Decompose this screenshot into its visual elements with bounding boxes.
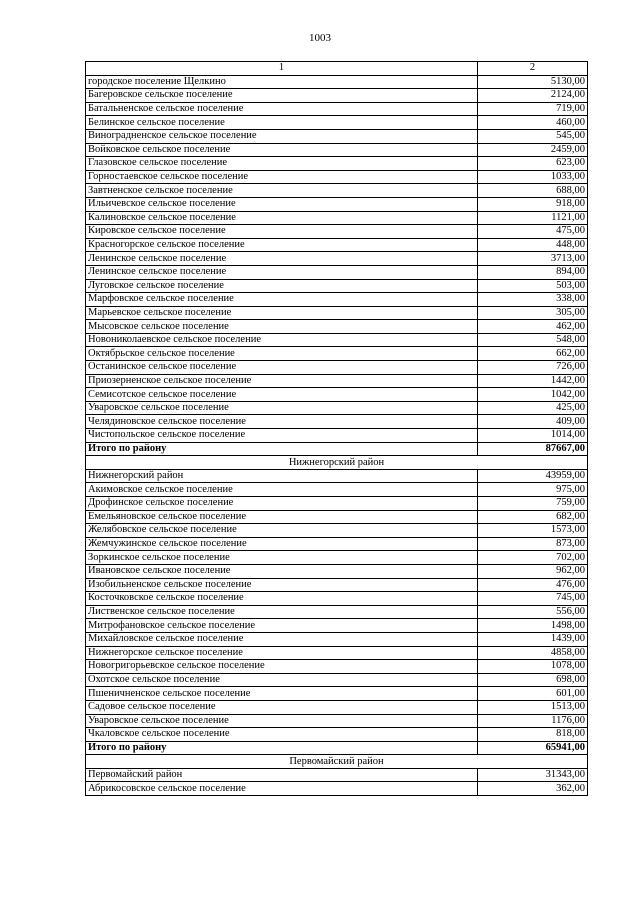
amount-value: 548,00: [478, 333, 588, 347]
amount-value: 719,00: [478, 102, 588, 116]
settlement-name: Ленинское сельское поселение: [86, 265, 478, 279]
amount-value: 338,00: [478, 293, 588, 307]
amount-value: 975,00: [478, 483, 588, 497]
table-header-row: [86, 62, 588, 76]
settlement-name: Изобильненское сельское поселение: [86, 578, 478, 592]
settlement-name: Мысовское сельское поселение: [86, 320, 478, 334]
amount-value: 662,00: [478, 347, 588, 361]
settlement-name: Кировское сельское поселение: [86, 225, 478, 239]
settlement-name: Ивановское сельское поселение: [86, 564, 478, 578]
section-header-row: [86, 755, 588, 769]
settlement-name: Дрофинское сельское поселение: [86, 497, 478, 511]
table-row: [86, 564, 588, 578]
settlement-name: Челядиновское сельское поселение: [86, 415, 478, 429]
settlement-name: Уваровское сельское поселение: [86, 401, 478, 415]
table-row: [86, 252, 588, 266]
amount-value: 545,00: [478, 129, 588, 143]
total-label: Итого по району: [86, 442, 478, 456]
settlement-name: Чкаловское сельское поселение: [86, 728, 478, 742]
amount-value: 31343,00: [478, 768, 588, 782]
amount-value: 1033,00: [478, 170, 588, 184]
settlement-name: городское поселение Щелкино: [86, 75, 478, 89]
settlement-name: Митрофановское сельское поселение: [86, 619, 478, 633]
settlement-name: Виноградненское сельское поселение: [86, 129, 478, 143]
table-row: [86, 102, 588, 116]
amount-value: 1176,00: [478, 714, 588, 728]
settlement-name: Уваровское сельское поселение: [86, 714, 478, 728]
amount-value: 873,00: [478, 537, 588, 551]
total-row: [86, 442, 588, 456]
settlement-name: Охотское сельское поселение: [86, 673, 478, 687]
table-row: [86, 660, 588, 674]
table-row: [86, 605, 588, 619]
settlement-name: Красногорское сельское поселение: [86, 238, 478, 252]
page-number: 1003: [309, 32, 331, 44]
table-row: [86, 143, 588, 157]
settlement-name: Первомайский район: [86, 768, 478, 782]
settlement-name: Михайловское сельское поселение: [86, 632, 478, 646]
table-row: [86, 469, 588, 483]
settlement-name: Жемчужинское сельское поселение: [86, 537, 478, 551]
settlement-name: Новогригорьевское сельское поселение: [86, 660, 478, 674]
table-row: [86, 700, 588, 714]
amount-value: 2459,00: [478, 143, 588, 157]
table-row: [86, 728, 588, 742]
table-row: [86, 524, 588, 538]
total-row: [86, 741, 588, 755]
table-row: [86, 646, 588, 660]
settlement-name: Абрикосовское сельское поселение: [86, 782, 478, 796]
amount-value: 556,00: [478, 605, 588, 619]
table-row: [86, 483, 588, 497]
amount-value: 476,00: [478, 578, 588, 592]
amount-value: 462,00: [478, 320, 588, 334]
table-row: [86, 374, 588, 388]
amount-value: 726,00: [478, 361, 588, 375]
settlement-name: Батальненское сельское поселение: [86, 102, 478, 116]
table-row: [86, 157, 588, 171]
table-row: [86, 184, 588, 198]
amount-value: 745,00: [478, 592, 588, 606]
amount-value: 1121,00: [478, 211, 588, 225]
settlement-name: Новониколаевское сельское поселение: [86, 333, 478, 347]
settlement-name: Марфовское сельское поселение: [86, 293, 478, 307]
amount-value: 1078,00: [478, 660, 588, 674]
table-row: [86, 361, 588, 375]
amount-value: 3713,00: [478, 252, 588, 266]
settlement-name: Останинское сельское поселение: [86, 361, 478, 375]
amount-value: 305,00: [478, 306, 588, 320]
table-row: [86, 197, 588, 211]
table-row: [86, 619, 588, 633]
table-row: [86, 238, 588, 252]
table-row: [86, 211, 588, 225]
amount-value: 460,00: [478, 116, 588, 130]
amount-value: 475,00: [478, 225, 588, 239]
amount-value: 1442,00: [478, 374, 588, 388]
settlement-name: Марьевское сельское поселение: [86, 306, 478, 320]
settlement-name: Глазовское сельское поселение: [86, 157, 478, 171]
amount-value: 702,00: [478, 551, 588, 565]
table-row: [86, 551, 588, 565]
section-title: Нижнегорский район: [86, 456, 588, 470]
amount-value: 698,00: [478, 673, 588, 687]
amount-value: 1439,00: [478, 632, 588, 646]
amount-value: 1042,00: [478, 388, 588, 402]
table-row: [86, 89, 588, 103]
amount-value: 409,00: [478, 415, 588, 429]
settlement-name: Емельяновское сельское поселение: [86, 510, 478, 524]
table-row: [86, 279, 588, 293]
amount-value: 5130,00: [478, 75, 588, 89]
amount-value: 623,00: [478, 157, 588, 171]
settlement-name: Белинское сельское поселение: [86, 116, 478, 130]
settlement-name: Пшеничненское сельское поселение: [86, 687, 478, 701]
settlement-name: Зоркинское сельское поселение: [86, 551, 478, 565]
settlement-name: Луговское сельское поселение: [86, 279, 478, 293]
table-row: [86, 537, 588, 551]
amount-value: 2124,00: [478, 89, 588, 103]
amount-value: 818,00: [478, 728, 588, 742]
amount-value: 682,00: [478, 510, 588, 524]
settlement-name: Приозерненское сельское поселение: [86, 374, 478, 388]
amount-value: 43959,00: [478, 469, 588, 483]
section-header-row: [86, 456, 588, 470]
amount-value: 601,00: [478, 687, 588, 701]
settlement-name: Ленинское сельское поселение: [86, 252, 478, 266]
amount-value: 759,00: [478, 497, 588, 511]
settlement-name: Войковское сельское поселение: [86, 143, 478, 157]
amount-value: 425,00: [478, 401, 588, 415]
amount-value: 448,00: [478, 238, 588, 252]
table-row: [86, 293, 588, 307]
amount-value: 362,00: [478, 782, 588, 796]
table-row: [86, 782, 588, 796]
table-row: [86, 75, 588, 89]
settlement-name: Семисотское сельское поселение: [86, 388, 478, 402]
table-row: [86, 632, 588, 646]
table-row: [86, 429, 588, 443]
amount-value: 918,00: [478, 197, 588, 211]
settlement-name: Желябовское сельское поселение: [86, 524, 478, 538]
settlement-name: Октябрьское сельское поселение: [86, 347, 478, 361]
table-row: [86, 510, 588, 524]
table-row: [86, 320, 588, 334]
table-row: [86, 170, 588, 184]
total-value: 87667,00: [478, 442, 588, 456]
amount-value: 4858,00: [478, 646, 588, 660]
settlement-name: Завтненское сельское поселение: [86, 184, 478, 198]
column-header-1: 1: [86, 62, 478, 76]
table-row: [86, 388, 588, 402]
table-row: [86, 578, 588, 592]
total-value: 65941,00: [478, 741, 588, 755]
table-row: [86, 673, 588, 687]
amount-value: 1014,00: [478, 429, 588, 443]
table-row: [86, 401, 588, 415]
allocation-table: [85, 61, 588, 796]
amount-value: 1498,00: [478, 619, 588, 633]
settlement-name: Чистопольское сельское поселение: [86, 429, 478, 443]
table-row: [86, 714, 588, 728]
section-title: Первомайский район: [86, 755, 588, 769]
column-header-2: 2: [478, 62, 588, 76]
table-row: [86, 497, 588, 511]
table-row: [86, 129, 588, 143]
amount-value: 503,00: [478, 279, 588, 293]
table-body: [86, 75, 588, 795]
amount-value: 688,00: [478, 184, 588, 198]
table-row: [86, 333, 588, 347]
amount-value: 894,00: [478, 265, 588, 279]
table-row: [86, 225, 588, 239]
settlement-name: Нижнегорское сельское поселение: [86, 646, 478, 660]
table-row: [86, 687, 588, 701]
settlement-name: Калиновское сельское поселение: [86, 211, 478, 225]
table-row: [86, 347, 588, 361]
amount-value: 962,00: [478, 564, 588, 578]
table-row: [86, 768, 588, 782]
table-row: [86, 265, 588, 279]
table-row: [86, 415, 588, 429]
amount-value: 1513,00: [478, 700, 588, 714]
total-label: Итого по району: [86, 741, 478, 755]
settlement-name: Косточковское сельское поселение: [86, 592, 478, 606]
table-row: [86, 116, 588, 130]
amount-value: 1573,00: [478, 524, 588, 538]
settlement-name: Лиственское сельское поселение: [86, 605, 478, 619]
table-row: [86, 306, 588, 320]
table-row: [86, 592, 588, 606]
settlement-name: Горностаевское сельское поселение: [86, 170, 478, 184]
settlement-name: Нижнегорский район: [86, 469, 478, 483]
settlement-name: Садовое сельское поселение: [86, 700, 478, 714]
settlement-name: Акимовское сельское поселение: [86, 483, 478, 497]
settlement-name: Багеровское сельское поселение: [86, 89, 478, 103]
settlement-name: Ильичевское сельское поселение: [86, 197, 478, 211]
